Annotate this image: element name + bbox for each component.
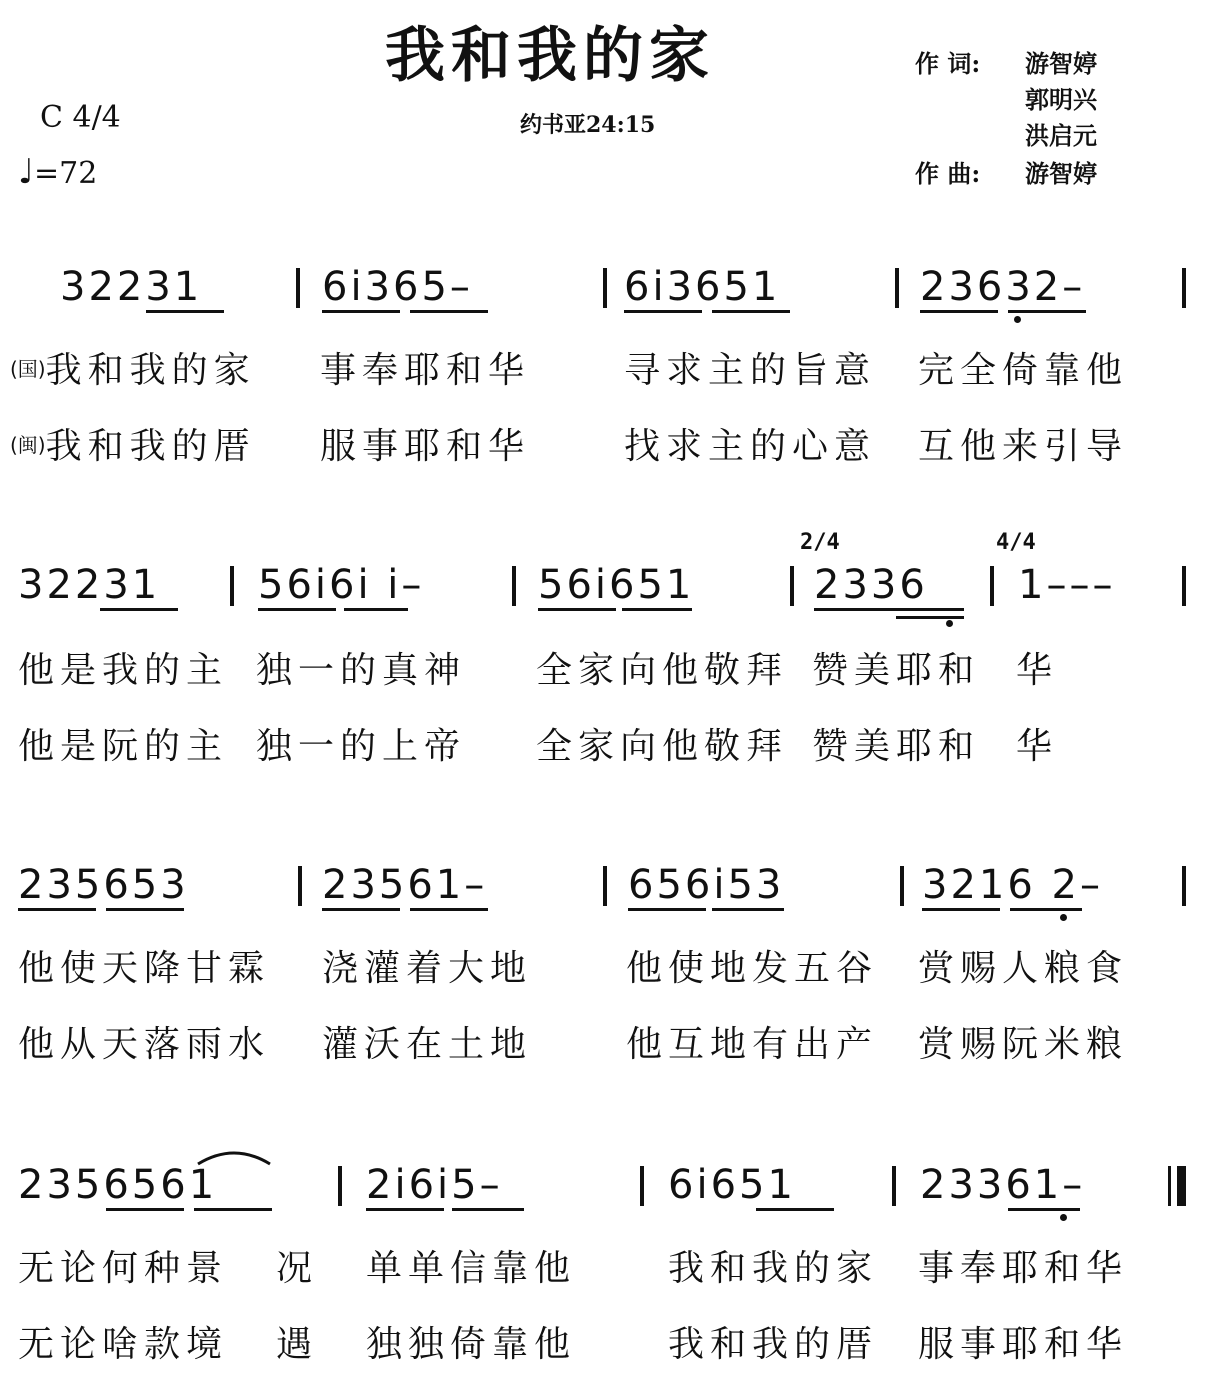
eighth-beam: [712, 908, 784, 911]
lyric-phrase: 华: [1016, 650, 1059, 691]
eighth-beam: [194, 1208, 272, 1211]
measure: 6i651: [668, 1162, 796, 1208]
score-line-2: [0, 562, 1205, 622]
measure: 2i6i5–: [366, 1162, 503, 1208]
lyric-phrase: 互他来引导: [918, 426, 1129, 467]
eighth-beam: [922, 908, 1000, 911]
lyric-phrase: 无论何种景: [18, 1248, 229, 1289]
score-line-4: [0, 1162, 1205, 1222]
eighth-beam: [622, 608, 692, 611]
barline: [900, 866, 904, 906]
time-signature-change: 2/4: [800, 530, 840, 555]
sixteenth-beam: [896, 616, 964, 619]
barline: [895, 268, 899, 308]
barline: [338, 1166, 342, 1206]
lyric-row-2: [10, 418, 256, 469]
eighth-beam: [366, 1208, 444, 1211]
key-signature: C 4/4: [40, 100, 121, 135]
lyricist-name: 洪启元: [1025, 121, 1097, 150]
measure: 32231: [60, 264, 203, 310]
lyric-phrase: 完全倚靠他: [918, 350, 1129, 391]
eighth-beam: [452, 1208, 524, 1211]
lyric-phrase: 浇灌着大地: [322, 948, 533, 989]
eighth-beam: [106, 908, 184, 911]
measure: 6i3651: [624, 264, 781, 310]
measure: 3216 2–: [922, 862, 1103, 908]
verse-language-tag: (闽): [10, 433, 46, 457]
measure: 32231: [18, 562, 161, 608]
low-octave-dot: [1014, 316, 1021, 323]
barline: [892, 1166, 896, 1206]
lyric-phrase: 全家向他敬拜: [536, 650, 789, 691]
barline: [1182, 268, 1186, 308]
low-octave-dot: [1060, 1214, 1067, 1221]
measure: 2336: [814, 562, 928, 608]
quarter-note-icon: ♩: [18, 152, 35, 192]
lyric-phrase: 事奉耶和华: [918, 1248, 1129, 1289]
lyric-phrase: 我和我的家: [668, 1248, 879, 1289]
measure: 2356561: [18, 1162, 218, 1208]
lyric-phrase: 独一的上帝: [256, 726, 467, 767]
measure: 656i53: [628, 862, 785, 908]
barline: [1182, 866, 1186, 906]
lyric-phrase: 赏赐阮米粮: [918, 1024, 1129, 1065]
composer-label: 作 曲:: [915, 159, 981, 188]
eighth-beam: [322, 310, 400, 313]
eighth-beam: [322, 908, 400, 911]
lyric-phrase: 灌沃在土地: [322, 1024, 533, 1065]
eighth-beam: [920, 310, 998, 313]
lyric-phrase: 赏赐人粮食: [918, 948, 1129, 989]
eighth-beam: [146, 310, 224, 313]
eighth-beam: [410, 310, 488, 313]
lyric-phrase: 他是阮的主: [18, 726, 229, 767]
score-line-1: [0, 264, 1205, 324]
lyric-phrase: 我和我的厝: [45, 426, 256, 467]
lyric-phrase: 遇: [276, 1324, 319, 1365]
low-octave-dot: [946, 620, 953, 627]
lyric-phrase: 他互地有出产: [626, 1024, 879, 1065]
eighth-beam: [538, 608, 616, 611]
measure: 56i6i i–: [258, 562, 425, 608]
barline: [298, 866, 302, 906]
lyric-phrase: 他使天降甘霖: [18, 948, 271, 989]
measure: 235653: [18, 862, 189, 908]
eighth-beam: [344, 608, 408, 611]
measure: 1–––: [1018, 562, 1116, 608]
eighth-beam: [100, 608, 178, 611]
lyric-phrase: 服事耶和华: [320, 426, 531, 467]
eighth-beam: [712, 310, 790, 313]
tempo-marking: [18, 152, 97, 192]
final-barline-thick: [1177, 1166, 1186, 1206]
score-line-3: [0, 862, 1205, 922]
lyric-phrase: 事奉耶和华: [320, 350, 531, 391]
measure: 23361–: [920, 1162, 1086, 1208]
eighth-beam: [1010, 908, 1082, 911]
eighth-beam: [1008, 1208, 1080, 1211]
eighth-beam: [628, 908, 706, 911]
eighth-beam: [1008, 310, 1086, 313]
measure: 6i365–: [322, 264, 473, 310]
lyric-phrase: 他是我的主: [18, 650, 229, 691]
eighth-beam: [18, 908, 96, 911]
lyric-phrase: 况: [276, 1248, 319, 1289]
lyricist-name: 游智婷: [1025, 49, 1097, 78]
time-signature-change: 4/4: [996, 530, 1036, 555]
lyricist-label: 作 词:: [915, 49, 981, 78]
barline: [512, 566, 516, 606]
lyric-phrase: 寻求主的旨意: [624, 350, 877, 391]
lyric-phrase: 我和我的厝: [668, 1324, 879, 1365]
barline: [603, 268, 607, 308]
song-title: 我和我的家: [385, 21, 715, 91]
lyric-phrase: 服事耶和华: [918, 1324, 1129, 1365]
lyricist-name: 郭明兴: [1025, 85, 1097, 114]
lyric-phrase: 独一的真神: [256, 650, 467, 691]
lyric-phrase: 赞美耶和: [812, 650, 981, 691]
eighth-beam: [756, 1208, 834, 1211]
barline: [296, 268, 300, 308]
barline: [603, 866, 607, 906]
lyric-phrase: 找求主的心意: [624, 426, 877, 467]
lyric-phrase: 他使地发五谷: [626, 948, 879, 989]
measure: 23561–: [322, 862, 488, 908]
eighth-beam: [106, 1208, 184, 1211]
lyric-phrase: 独独倚靠他: [366, 1324, 577, 1365]
eighth-beam: [624, 310, 702, 313]
barline: [1182, 566, 1186, 606]
composer-name: 游智婷: [1025, 159, 1097, 188]
verse-language-tag: (国): [10, 357, 46, 381]
lyric-phrase: 华: [1016, 726, 1059, 767]
lyric-phrase: 单单信靠他: [366, 1248, 577, 1289]
lyric-phrase: 我和我的家: [45, 350, 256, 391]
barline: [230, 566, 234, 606]
low-octave-dot: [1060, 914, 1067, 921]
lyric-row-1: [10, 342, 256, 393]
barline: [790, 566, 794, 606]
lyric-phrase: 他从天落雨水: [18, 1024, 271, 1065]
lyric-phrase: 赞美耶和: [812, 726, 981, 767]
measure: 23632–: [920, 264, 1086, 310]
eighth-beam: [410, 908, 488, 911]
lyric-phrase: 无论啥款境: [18, 1324, 229, 1365]
tempo-value: =72: [34, 156, 98, 191]
lyric-phrase: 全家向他敬拜: [536, 726, 789, 767]
final-barline-thin: [1168, 1166, 1171, 1206]
eighth-beam: [814, 608, 964, 611]
eighth-beam: [258, 608, 336, 611]
barline: [990, 566, 994, 606]
barline: [640, 1166, 644, 1206]
measure: 56i651: [538, 562, 695, 608]
scripture-reference: 约书亚24:15: [520, 112, 656, 138]
